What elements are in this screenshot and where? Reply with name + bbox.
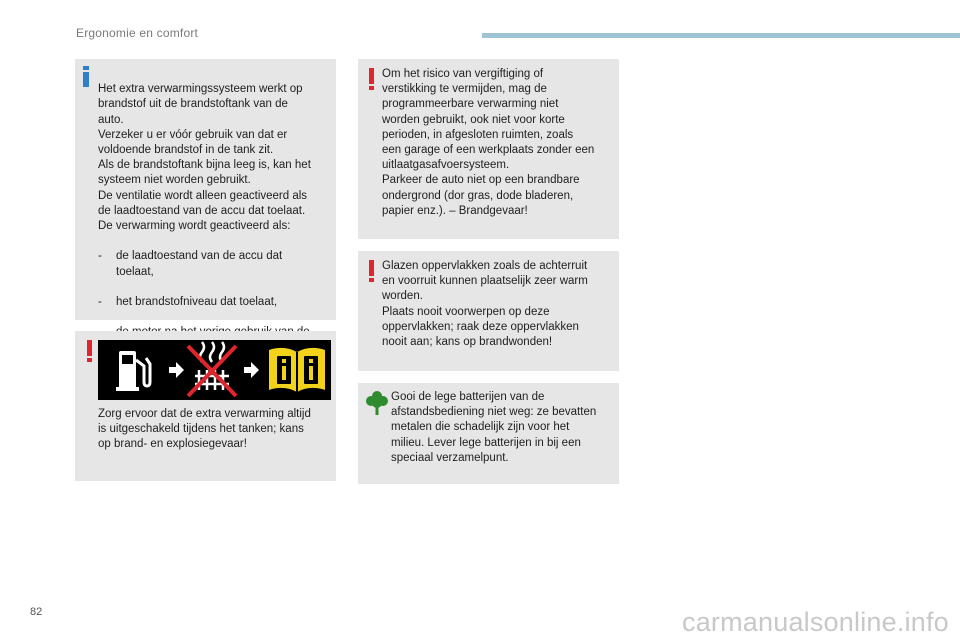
pictogram-panel [98,340,331,400]
glass-warning-text: Glazen oppervlakken zoals de achterruit en voorruit kunnen plaatselijk zeer warm worden. Plaats nooit voorwerpen op deze oppervlakken; raak deze oppervlakken nooit aan; kans op brandwonden! [382,260,588,349]
environment-text: Gooi de lege batterijen van de afstandsbediening niet weg: ze bevatten metalen die schadelijk zijn voor het milieu. Lever lege batterijen in bij een speciaal verzamelpunt. [391,391,597,464]
arrow-icon [169,362,184,378]
info-box-paragraphs: Het extra verwarmingssysteem werkt op brandstof uit de brandstoftank van de auto. Verzeker u er vóór gebruik van dat er voldoende brandstof in de tank zit. Als de brandstoftank bijna leeg is, kan het systeem niet worden gebruikt. De ventilatie wordt alleen geactiveerd als de laadtoestand van de accu dat toelaat. De verwarming wordt geactiveerd als: [98,83,311,233]
page-number: 82 [30,606,43,618]
fuel-warning-text: Zorg ervoor dat de extra verwarming altijd is uitgeschakeld tijdens het tanken; kans op brand- en explosiegevaar! [98,408,311,451]
list-item: - het brandstofniveau dat toelaat, [98,296,278,309]
warning-icon [369,260,374,282]
heater-off-icon [188,342,236,396]
warning-icon [369,68,374,90]
arrow-icon [244,362,259,378]
info-icon [83,66,89,87]
fuel-pump-icon [116,351,150,391]
manual-info-icon [269,348,325,392]
poisoning-warning-text: Om het risico van vergiftiging of verstikking te vermijden, mag de programmeerbare verwarming niet worden gebruikt, ook niet voor korte perioden, in afgesloten ruimten, zoals een garage of een werkplaats zonder een uitlaatgasafvoersysteem. Parkeer de auto niet op een brandbare ondergrond (dor gras, dode bladeren, papier enz.). – Brandgevaar! [382,68,595,217]
list-item: - de laadtoestand van de accu dat toelaat, [98,250,283,278]
pictogram-svg [98,340,331,400]
watermark: carmanualsonline.info [682,607,949,637]
page-header-title: Ergonomie en comfort [76,26,199,40]
environment-tree-icon [366,390,388,416]
header-accent-bar [482,33,960,38]
warning-icon [87,340,92,362]
